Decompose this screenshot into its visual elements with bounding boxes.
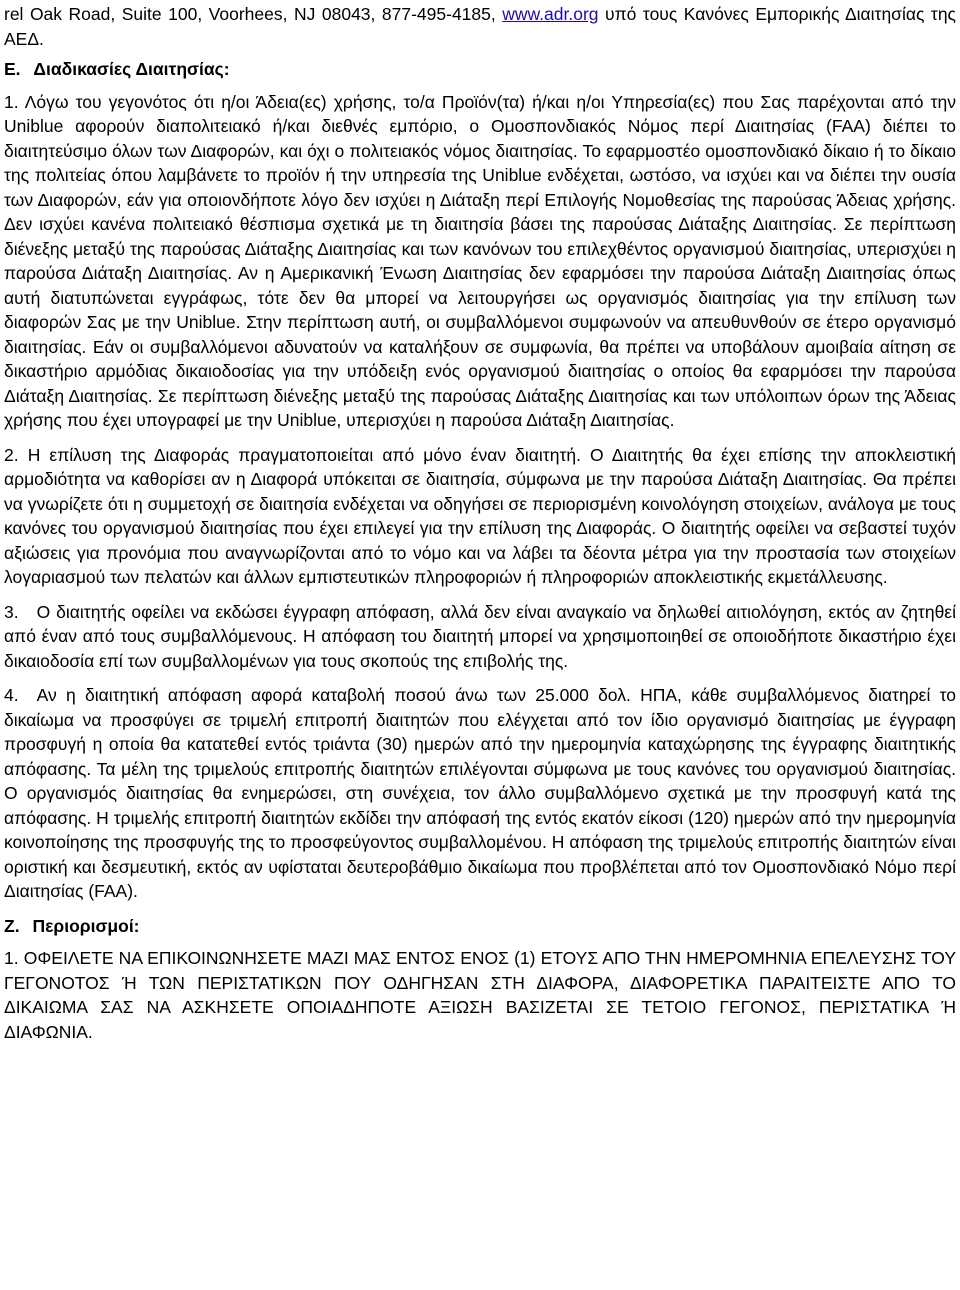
section-e-title: Διαδικασίες Διαιτησίας: [33,59,230,79]
limitation-1-text: ΟΦΕΙΛΕΤΕ ΝΑ ΕΠΙΚΟΙΝΩΝΗΣΕΤΕ ΜΑΖΙ ΜΑΣ ΕΝΤΟΣ ΕΝΟΣ (1) ΕΤΟΥΣ ΑΠΟ ΤΗΝ ΗΜΕΡΟΜΗΝΙΑ ΕΠΕΛΕΥΣΗΣ ΤΟΥ ΓΕΓΟΝΟΤΟΣ Ή ΤΩΝ ΠΕΡΙΣΤΑΤΙΚΩΝ ΠΟΥ ΟΔΗΓΗΣΑΝ ΣΤΗ ΔΙΑΦΟΡΑ, ΔΙΑΦΟΡΕΤΙΚΑ ΠΑΡΑΙΤΕΙΣΤΕ ΑΠΟ ΤΟ ΔΙΚΑΙΩΜΑ ΣΑΣ ΝΑ ΑΣΚΗΣΕΤΕ ΟΠΟΙΑΔΗΠΟΤΕ ΑΞΙΩΣΗ ΒΑΣΙΖΕΤΑΙ ΣΕ ΤΕΤΟΙΟ ΓΕΓΟΝΟΣ, ΠΕΡΙΣΤΑΤΙΚΑ Ή ΔΙΑΦΩΝΙΑ. [4,948,956,1042]
paragraph-3-number: 3. [4,601,19,622]
paragraph-3-text: Ο διαιτητής οφείλει να εκδώσει έγγραφη απόφαση, αλλά δεν είναι αναγκαίο να δηλωθεί αιτιολόγηση, εκτός αν ζητηθεί από έναν από τους συμβαλλόμενους. Η απόφαση του διαιτητή μπορεί να χρησιμοποιηθεί σε οποιοδήποτε δικαστήριο έχει δικαιοδοσία επί των συμβαλλομένων για τους σκοπούς της επιβολής της. [4,601,956,671]
paragraph-1 [4,90,956,433]
section-z-heading [4,914,956,939]
section-z-letter: Z. [4,915,20,936]
paragraph-2 [4,443,956,590]
paragraph-2-number: 2. [4,444,19,465]
paragraph-1-text: Λόγω του γεγονότος ότι η/οι Άδεια(ες) χρήσης, το/α Προϊόν(τα) ή/και η/οι Υπηρεσία(ες) που Σας παρέχονται από την Uniblue αφορούν διαπολιτειακό ή/και διεθνές εμπόριο, ο Ομοσπονδιακός Νόμος περί Διαιτησίας (FAA) διέπει το διαιτητεύσιμο όλων των Διαφορών, και όχι ο πολιτειακός νόμος διαιτησίας. Το εφαρμοστέο ομοσπονδιακό δίκαιο ή το δίκαιο της πολιτείας όπου λαμβάνετε το προϊόν ή την υπηρεσία της Uniblue ενδέχεται, ωστόσο, να ισχύει και να διέπει την ουσία των Διαφορών, εάν για οποιονδήποτε λόγο δεν ισχύει η Διάταξη περί Επιλογής Νομοθεσίας της παρούσας Άδειας χρήσης. Δεν ισχύει κανένα πολιτειακό θέσπισμα σχετικά με τη διαιτησία βάσει της παρούσας Διάταξης Διαιτησίας. Σε περίπτωση διένεξης μεταξύ της παρούσας Διάταξης Διαιτησίας και των κανόνων του επιλεχθέντος οργανισμού διαιτησίας, υπερισχύει η παρούσα Διάταξη Διαιτησίας. Αν η Αμερικανική Ένωση Διαιτησίας δεν εφαρμόσει την παρούσα Διάταξη Διαιτησίας όπως αυτή διατυπώνεται εγγράφως, τότε δεν θα μπορεί να λειτουργήσει ως οργανισμός διαιτησίας για την επίλυση των διαφορών Σας με την Uniblue. Στην περίπτωση αυτή, οι συμβαλλόμενοι συμφωνούν να απευθυνθούν σε έτερο οργανισμό διαιτησίας. Εάν οι συμβαλλόμενοι αδυνατούν να καταλήξουν σε συμφωνία, θα πρέπει να υποβάλουν αμοιβαία αίτηση σε δικαστήριο αρμόδιας δικαιοδοσίας για την υπόδειξη ενός οργανισμού διαιτησίας ο οποίος θα εφαρμόσει την παρούσα Διάταξη Διαιτησίας. Σε περίπτωση διένεξης μεταξύ της παρούσας Διάταξης Διαιτησίας και των υπόλοιπων όρων της Άδειας χρήσης που έχει υπογραφεί με την Uniblue, υπερισχύει η παρούσα Διάταξη Διαιτησίας. [4,91,956,430]
section-e-letter: E. [4,59,21,79]
section-e-heading [4,57,956,82]
intro-paragraph [4,2,956,51]
section-z-title: Περιορισμοί: [32,915,140,936]
paragraph-4 [4,683,956,904]
limitation-1-number: 1. [4,948,19,968]
paragraph-4-number: 4. [4,685,19,705]
paragraph-2-text: Η επίλυση της Διαφοράς πραγματοποιείται από μόνο έναν διαιτητή. Ο Διαιτητής θα έχει επίσης την αποκλειστική αρμοδιότητα να καθορίσει αν η Διαφορά υπόκειται σε διαιτησία, σύμφωνα με την παρούσα Διάταξη Διαιτησίας. Θα πρέπει να γνωρίζετε ότι η συμμετοχή σε διαιτησία ενδέχεται να οδηγήσει σε περιορισμένη κοινολόγηση στοιχείων, ανάλογα με τους κανόνες του οργανισμού διαιτησίας που έχει επιλεγεί για την επίλυση της Διαφοράς. Ο διαιτητής οφείλει να σεβαστεί τυχόν αξιώσεις για προνόμια που αναγνωρίζονται από το νόμο και να λάβει τα δέοντα μέτρα για την προστασία των στοιχείων λογαριασμού των πελατών και άλλων εμπιστευτικών πληροφοριών ή πληροφοριών αποκλειστικής εκμετάλλευσης. [4,444,956,587]
intro-text-before: rel Oak Road, Suite 100, Voorhees, NJ 08043, 877-495-4185, [4,4,503,24]
paragraph-3 [4,600,956,674]
adr-link[interactable]: www.adr.org [502,4,599,24]
limitation-1 [4,946,956,1044]
paragraph-4-text: Αν η διαιτητική απόφαση αφορά καταβολή ποσού άνω των 25.000 δολ. ΗΠΑ, κάθε συμβαλλόμενος διατηρεί το δικαίωμα να προσφύγει σε τριμελή επιτροπή διαιτητών που ελέγχεται από τον ίδιο οργανισμό διαιτησίας με έγγραφη προσφυγή η οποία θα κατατεθεί εντός τριάντα (30) ημερών από την ημερομηνία καταχώρησης της έγγραφης διαιτητικής απόφασης. Τα μέλη της τριμελούς επιτροπής διαιτητών επιλέγονται σύμφωνα με τους κανόνες του οργανισμού διαιτησίας. Ο οργανισμός διαιτησίας θα ενημερώσει, στη συνέχεια, τον άλλο συμβαλλόμενο σχετικά με την προσφυγή κατά της απόφασης. Η τριμελής επιτροπή διαιτητών εκδίδει την απόφασή της εντός εκατόν είκοσι (120) ημερών από την ημερομηνία κοινοποίησης της προσφυγής της το προσφεύγοντος συμβαλλομένου. Η απόφαση της τριμελούς επιτροπής διαιτητών είναι οριστική και δεσμευτική, εκτός αν υφίσταται δευτεροβάθμιο δικαίωμα που προβλέπεται από τον Ομοσπονδιακό Νόμο περί Διαιτησίας (FAA). [4,685,956,901]
paragraph-1-number: 1. [4,91,19,112]
intro-text-after: υπό τους Κανόνες Εμπορικής Διαιτησίας της ΑΕΔ. [4,4,956,49]
